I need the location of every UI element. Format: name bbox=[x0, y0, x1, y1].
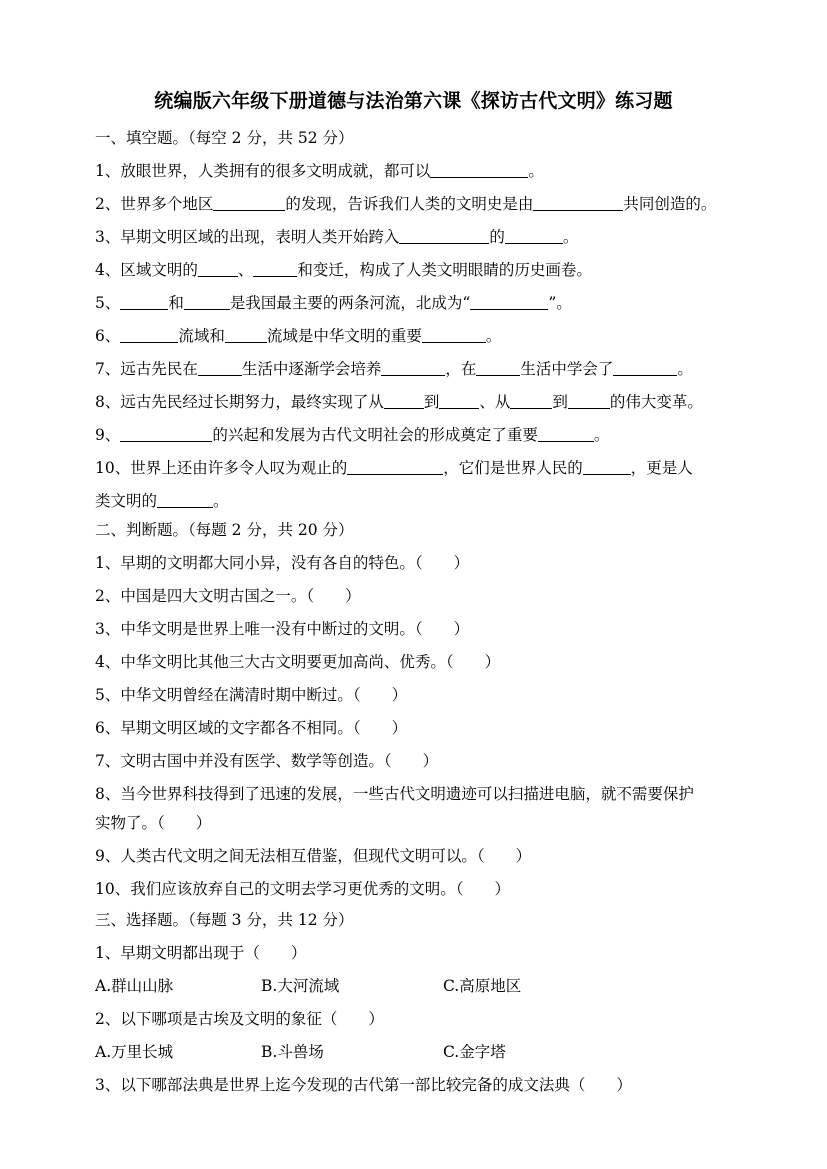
answer-blank[interactable] bbox=[225, 327, 267, 343]
section-heading-true-false: 二、判断题。（每题 2 分，共 20 分） bbox=[95, 521, 354, 539]
choice-options-2 bbox=[95, 1041, 735, 1063]
answer-blank[interactable] bbox=[422, 327, 486, 343]
answer-blank[interactable] bbox=[568, 393, 610, 409]
judge-question: 10、我们应该放弃自己的文明去学习更优秀的文明。（ ） bbox=[95, 880, 510, 898]
answer-blank[interactable] bbox=[613, 360, 677, 376]
judge-question: 9、人类古代文明之间无法相互借鉴，但现代文明可以。（ ） bbox=[95, 847, 532, 865]
fill-question-2: 2、世界多个地区 的发现，告诉我们人类的文明史是由 共同创造的。 bbox=[95, 195, 717, 213]
judge-question: 1、早期的文明都大同小异，没有各自的特色。（ ） bbox=[95, 554, 470, 572]
answer-blank[interactable] bbox=[213, 195, 285, 211]
judge-question: 6、早期文明区域的文字都各不相同。（ ） bbox=[95, 719, 408, 737]
answer-blank[interactable] bbox=[399, 228, 489, 244]
answer-blank[interactable] bbox=[198, 261, 238, 277]
fill-question-3: 3、早期文明区域的出现，表明人类开始跨入 的 。 bbox=[95, 228, 579, 246]
answer-blank[interactable] bbox=[583, 459, 631, 475]
judge-question-cont: 实物了。（ ） bbox=[95, 814, 212, 832]
fill-question-4: 4、区域文明的 、 和变迁，构成了人类文明眼睛的历史画卷。 bbox=[95, 261, 592, 279]
judge-question: 8、当今世界科技得到了迅速的发展，一些古代文明遗迹可以扫描进电脑，就不需要保护 bbox=[95, 785, 694, 803]
answer-blank[interactable] bbox=[384, 393, 424, 409]
section-heading-multiple-choice: 三、选择题。（每题 3 分，共 12 分） bbox=[95, 911, 354, 929]
judge-question: 4、中华文明比其他三大古文明要更加高尚、优秀。（ ） bbox=[95, 653, 501, 671]
fill-question-10: 10、世界上还由许多令人叹为观止的 ，它们是世界人民的 ，更是人 bbox=[95, 459, 693, 477]
judge-question: 2、中国是四大文明古国之一。（ ） bbox=[95, 587, 361, 605]
choice-question-2: 2、以下哪项是古埃及文明的象征（ ） bbox=[95, 1010, 384, 1028]
answer-blank[interactable] bbox=[120, 294, 168, 310]
answer-blank[interactable] bbox=[538, 426, 594, 442]
answer-blank[interactable] bbox=[157, 492, 213, 508]
judge-question: 5、中华文明曾经在满清时期中断过。（ ） bbox=[95, 686, 408, 704]
answer-blank[interactable] bbox=[381, 360, 445, 376]
answer-blank[interactable] bbox=[510, 393, 552, 409]
choice-question-1: 1、早期文明都出现于（ ） bbox=[95, 944, 307, 962]
answer-blank[interactable] bbox=[430, 162, 528, 178]
option-c[interactable]: C.高原地区 bbox=[443, 977, 522, 995]
answer-blank[interactable] bbox=[505, 228, 563, 244]
answer-blank[interactable] bbox=[476, 360, 520, 376]
fill-question-5: 5、 和 是我国最主要的两条河流，北成为“ ”。 bbox=[95, 294, 572, 312]
answer-blank[interactable] bbox=[347, 459, 443, 475]
answer-blank[interactable] bbox=[253, 261, 297, 277]
fill-question-10-cont: 类文明的 。 bbox=[95, 492, 229, 510]
answer-blank[interactable] bbox=[120, 426, 212, 442]
answer-blank[interactable] bbox=[120, 327, 178, 343]
fill-question-8: 8、远古先民经过长期努力，最终实现了从 到 、从 到 的伟大变革。 bbox=[95, 393, 703, 411]
option-b[interactable]: B.斗兽场 bbox=[261, 1043, 324, 1061]
fill-question-6: 6、 流域和 流域是中华文明的重要 。 bbox=[95, 327, 502, 345]
fill-question-7: 7、远古先民在 生活中逐渐学会培养 ，在 生活中学会了 。 bbox=[95, 360, 693, 378]
answer-blank[interactable] bbox=[439, 393, 479, 409]
section-heading-fill-blank: 一、填空题。（每空 2 分，共 52 分） bbox=[95, 129, 354, 147]
option-a[interactable]: A.万里长城 bbox=[95, 1043, 174, 1061]
option-b[interactable]: B.大河流域 bbox=[261, 977, 340, 995]
judge-question: 7、文明古国中并没有医学、数学等创造。（ ） bbox=[95, 752, 439, 770]
choice-options-1 bbox=[95, 975, 735, 997]
option-a[interactable]: A.群山山脉 bbox=[95, 977, 174, 995]
fill-question-1: 1、放眼世界，人类拥有的很多文明成就，都可以 。 bbox=[95, 162, 544, 180]
choice-question-3: 3、以下哪部法典是世界上迄今发现的古代第一部比较完备的成文法典（ ） bbox=[95, 1076, 632, 1094]
option-c[interactable]: C.金字塔 bbox=[443, 1043, 506, 1061]
answer-blank[interactable] bbox=[184, 294, 230, 310]
answer-blank[interactable] bbox=[198, 360, 242, 376]
answer-blank[interactable] bbox=[470, 294, 548, 310]
judge-question: 3、中华文明是世界上唯一没有中断过的文明。（ ） bbox=[95, 620, 470, 638]
page-title: 统编版六年级下册道德与法治第六课《探访古代文明》练习题 bbox=[154, 90, 673, 112]
fill-question-9: 9、 的兴起和发展为古代文明社会的形成奠定了重要 。 bbox=[95, 426, 610, 444]
answer-blank[interactable] bbox=[533, 195, 623, 211]
